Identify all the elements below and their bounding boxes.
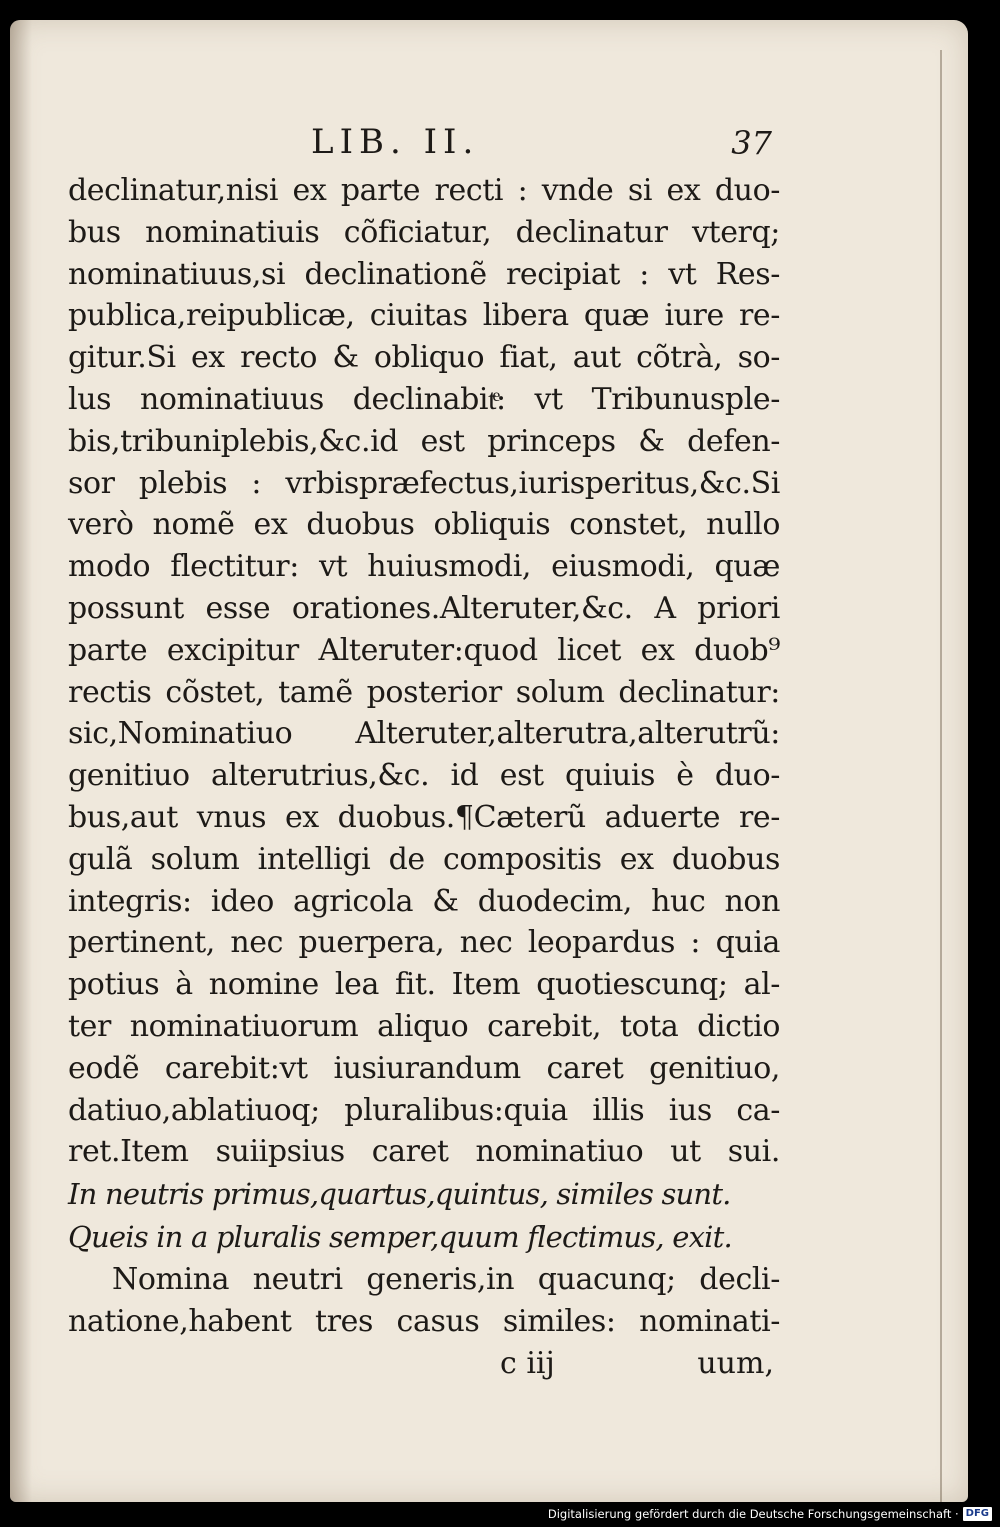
digitization-credit — [548, 1505, 992, 1523]
text-line: parte excipitur Alteruter:quod licet ex duob⁹ — [68, 632, 780, 668]
text-line: bis,tribuniplebis,&c.id est princeps & defen- — [68, 423, 780, 459]
page-number: 37 — [731, 124, 772, 162]
text-line: publica,reipublicæ, ciuitas libera quæ iure re- — [68, 298, 780, 334]
verse-rule — [68, 1173, 780, 1259]
text-line: datiuo,ablatiuoq; pluralibus:quia illis ius ca- — [68, 1092, 780, 1128]
running-head-title: LIB. II. — [311, 122, 480, 162]
text-line: rectis cõstet, tamẽ posterior solum declinatur: — [68, 674, 780, 710]
text-line: pertinent, nec puerpera, nec leopardus : quia — [68, 925, 780, 961]
text-line: sor plebis : vrbispræfectus,iurisperitus,&c.Si — [68, 465, 780, 501]
text-line: genitiuo alterutrius,&c. id est quiuis è duo- — [68, 758, 780, 794]
text-line: modo flectitur: vt huiusmodi, eiusmodi, quæ — [68, 549, 780, 585]
running-head — [68, 120, 780, 170]
text-line: possunt esse orationes.Alteruter,&c. A priori — [68, 590, 780, 626]
main-paragraph — [68, 170, 780, 1173]
book-page — [10, 20, 968, 1502]
text-line: ter nominatiuorum aliquo carebit, tota dictio — [68, 1008, 780, 1044]
text-line: ret.Item suiipsius caret nominatiuo ut sui. — [68, 1134, 780, 1170]
text-line: lus nominatiuus declinabitͤ: vt Tribunusple- — [68, 381, 780, 417]
text-line: bus,aut vnus ex duobus.¶Cæterũ aduerte re- — [68, 799, 780, 835]
credit-text: Digitalisierung gefördert durch die Deutsche Forschungsgemeinschaft · — [547, 1507, 959, 1521]
catchword: uum, — [697, 1345, 774, 1381]
page-footer — [68, 1343, 780, 1385]
text-line: potius à nomine lea fit. Item quotiescunq; al- — [68, 967, 780, 1003]
dfg-logo-icon: DFG — [963, 1507, 992, 1521]
signature-mark: c iij — [500, 1345, 555, 1381]
text-line: declinatur,nisi ex parte recti : vnde si ex duo- — [68, 173, 780, 208]
closing-paragraph — [68, 1259, 780, 1343]
verse-line: In neutris primus,quartus,quintus, similes sunt. — [68, 1177, 731, 1212]
text-line: gulã solum intelligi de compositis ex duobus — [68, 841, 780, 877]
verse-line: Queis in a pluralis semper,quum flectimus, exit. — [68, 1220, 732, 1255]
text-line: gitur.Si ex recto & obliquo fiat, aut cõtrà, so- — [68, 340, 780, 376]
page-edge — [940, 50, 942, 1502]
text-line: eodẽ carebit:vt iusiurandum caret genitiuo, — [68, 1050, 780, 1086]
text-block — [68, 120, 780, 1385]
text-line: Nomina neutri generis,in quacunq; decli- — [112, 1262, 780, 1298]
text-line: sic,Nominatiuo Alteruter,alterutra,alterutrũ: — [68, 716, 780, 752]
text-line: bus nominatiuis cõficiatur, declinatur vterq; — [68, 214, 780, 250]
text-line: integris: ideo agricola & duodecim, huc non — [68, 883, 780, 919]
text-line: natione,habent tres casus similes: nominati- — [68, 1303, 780, 1339]
text-line: verò nomẽ ex duobus obliquis constet, nullo — [68, 507, 780, 543]
text-line: nominatiuus,si declinationẽ recipiat : vt Res- — [68, 256, 780, 292]
